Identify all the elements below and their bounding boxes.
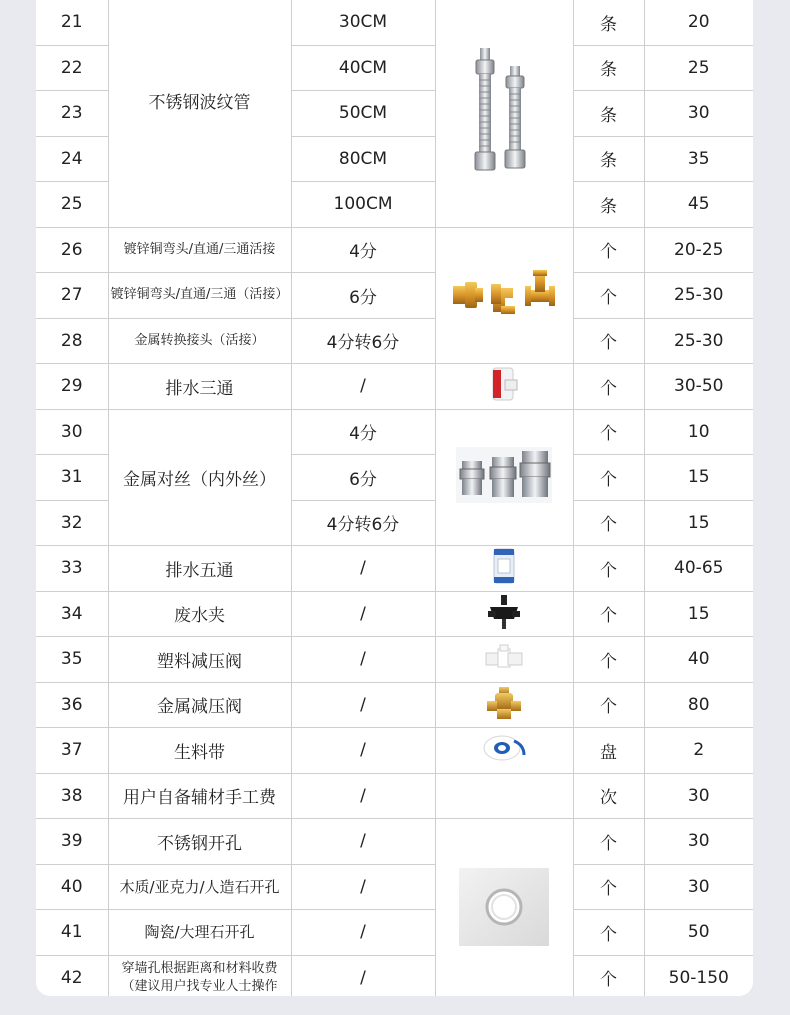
item-name: 生料带 [108,728,291,774]
ptfe-tape-icon [480,733,528,763]
item-name [108,955,291,996]
item-name: 金属对丝（内外丝） [108,409,291,546]
item-unit: 个 [573,409,644,455]
item-price: 2 [644,728,753,774]
item-unit: 个 [573,819,644,865]
item-price: 80 [644,682,753,728]
row-number: 38 [36,773,108,819]
item-unit: 个 [573,455,644,501]
table-row [36,819,753,865]
table-row [36,0,753,45]
item-spec: / [291,682,435,728]
item-spec: 40CM [291,45,435,91]
item-unit: 个 [573,910,644,956]
table-row [36,227,753,273]
row-number: 25 [36,182,108,228]
item-spec: 4分转6分 [291,500,435,546]
product-image-cell [435,227,573,364]
product-image-cell [435,637,573,683]
item-spec: / [291,910,435,956]
product-image-cell [435,364,573,410]
row-number: 30 [36,409,108,455]
table-row [36,546,753,592]
row-number: 34 [36,591,108,637]
item-spec: 6分 [291,455,435,501]
item-price: 10 [644,409,753,455]
item-spec: 4分 [291,227,435,273]
item-unit: 个 [573,591,644,637]
stainless-hose-icon [459,46,549,176]
item-spec: / [291,955,435,996]
table-row [36,773,753,819]
price-table [36,0,753,996]
item-spec: 6分 [291,273,435,319]
waste-clamp-icon [486,593,522,631]
product-image-cell [435,0,573,227]
drain-five-way-icon [490,547,518,585]
row-number: 21 [36,0,108,45]
item-spec: / [291,637,435,683]
plastic-pressure-valve-icon [484,643,524,671]
row-number: 24 [36,136,108,182]
product-image-cell [435,819,573,997]
item-spec: / [291,591,435,637]
metal-nipples-icon [456,447,552,503]
row-number: 37 [36,728,108,774]
item-unit: 个 [573,227,644,273]
row-number: 27 [36,273,108,319]
item-name: 排水五通 [108,546,291,592]
item-name: 塑料减压阀 [108,637,291,683]
item-price: 15 [644,591,753,637]
item-unit: 个 [573,682,644,728]
item-name: 金属转换接头（活接） [108,318,291,364]
row-number: 41 [36,910,108,956]
item-price: 30 [644,773,753,819]
row-number: 32 [36,500,108,546]
table-row [36,409,753,455]
item-spec: / [291,864,435,910]
item-unit: 盘 [573,728,644,774]
item-unit: 个 [573,364,644,410]
item-price: 25-30 [644,318,753,364]
brass-fittings-icon [449,268,559,318]
item-price: 30 [644,819,753,865]
item-spec: / [291,364,435,410]
metal-pressure-valve-icon [486,685,522,721]
item-spec: 50CM [291,91,435,137]
item-unit: 条 [573,91,644,137]
item-price: 30 [644,91,753,137]
item-unit: 个 [573,546,644,592]
item-spec: 4分 [291,409,435,455]
item-unit: 个 [573,637,644,683]
row-number: 36 [36,682,108,728]
item-price: 25 [644,45,753,91]
item-price: 30-50 [644,364,753,410]
item-unit: 个 [573,273,644,319]
item-spec: / [291,728,435,774]
row-number: 42 [36,955,108,996]
item-spec: / [291,546,435,592]
row-number: 40 [36,864,108,910]
item-spec: 100CM [291,182,435,228]
table-row [36,728,753,774]
item-unit: 条 [573,45,644,91]
table-row [36,591,753,637]
item-spec: / [291,819,435,865]
item-name-line-1: 穿墙孔根据距离和材料收费 [121,960,278,976]
item-name: 不锈钢波纹管 [108,0,291,227]
row-number: 26 [36,227,108,273]
item-spec: 80CM [291,136,435,182]
item-price: 50 [644,910,753,956]
product-image-cell [435,682,573,728]
item-price: 15 [644,500,753,546]
drain-tee-icon [489,366,519,402]
item-name: 陶瓷/大理石开孔 [108,910,291,956]
item-spec: 4分转6分 [291,318,435,364]
item-name: 镀锌铜弯头/直通/三通（活接） [108,273,291,319]
item-unit: 个 [573,955,644,996]
item-price: 25-30 [644,273,753,319]
table-row [36,955,753,996]
item-price: 20 [644,0,753,45]
row-number: 28 [36,318,108,364]
item-unit: 个 [573,864,644,910]
table-row [36,364,753,410]
item-name: 镀锌铜弯头/直通/三通活接 [108,227,291,273]
product-image-cell [435,773,573,819]
item-name: 排水三通 [108,364,291,410]
item-price: 45 [644,182,753,228]
item-unit: 次 [573,773,644,819]
item-price: 15 [644,455,753,501]
item-name: 废水夹 [108,591,291,637]
row-number: 33 [36,546,108,592]
item-spec: / [291,773,435,819]
item-name: 不锈钢开孔 [108,819,291,865]
product-image-cell [435,591,573,637]
price-table-card [36,0,753,996]
table-row [36,273,753,319]
table-row [36,318,753,364]
item-price: 35 [644,136,753,182]
row-number: 35 [36,637,108,683]
table-row [36,637,753,683]
item-name-line-2: （建议用户找专业人士操作 [121,978,278,994]
product-image-cell [435,546,573,592]
item-price: 30 [644,864,753,910]
row-number: 23 [36,91,108,137]
item-spec: 30CM [291,0,435,45]
item-name: 用户自备辅材手工费 [108,773,291,819]
item-unit: 个 [573,500,644,546]
row-number: 22 [36,45,108,91]
item-price: 20-25 [644,227,753,273]
item-price: 40-65 [644,546,753,592]
item-unit: 条 [573,0,644,45]
product-image-cell [435,409,573,546]
table-row [36,910,753,956]
item-name: 金属减压阀 [108,682,291,728]
table-row [36,682,753,728]
row-number: 31 [36,455,108,501]
item-price: 40 [644,637,753,683]
item-unit: 个 [573,318,644,364]
item-price: 50-150 [644,955,753,996]
drilled-hole-icon [459,868,549,946]
item-name: 木质/亚克力/人造石开孔 [108,864,291,910]
table-row [36,864,753,910]
row-number: 39 [36,819,108,865]
item-unit: 条 [573,136,644,182]
item-unit: 条 [573,182,644,228]
product-image-cell [435,728,573,774]
row-number: 29 [36,364,108,410]
